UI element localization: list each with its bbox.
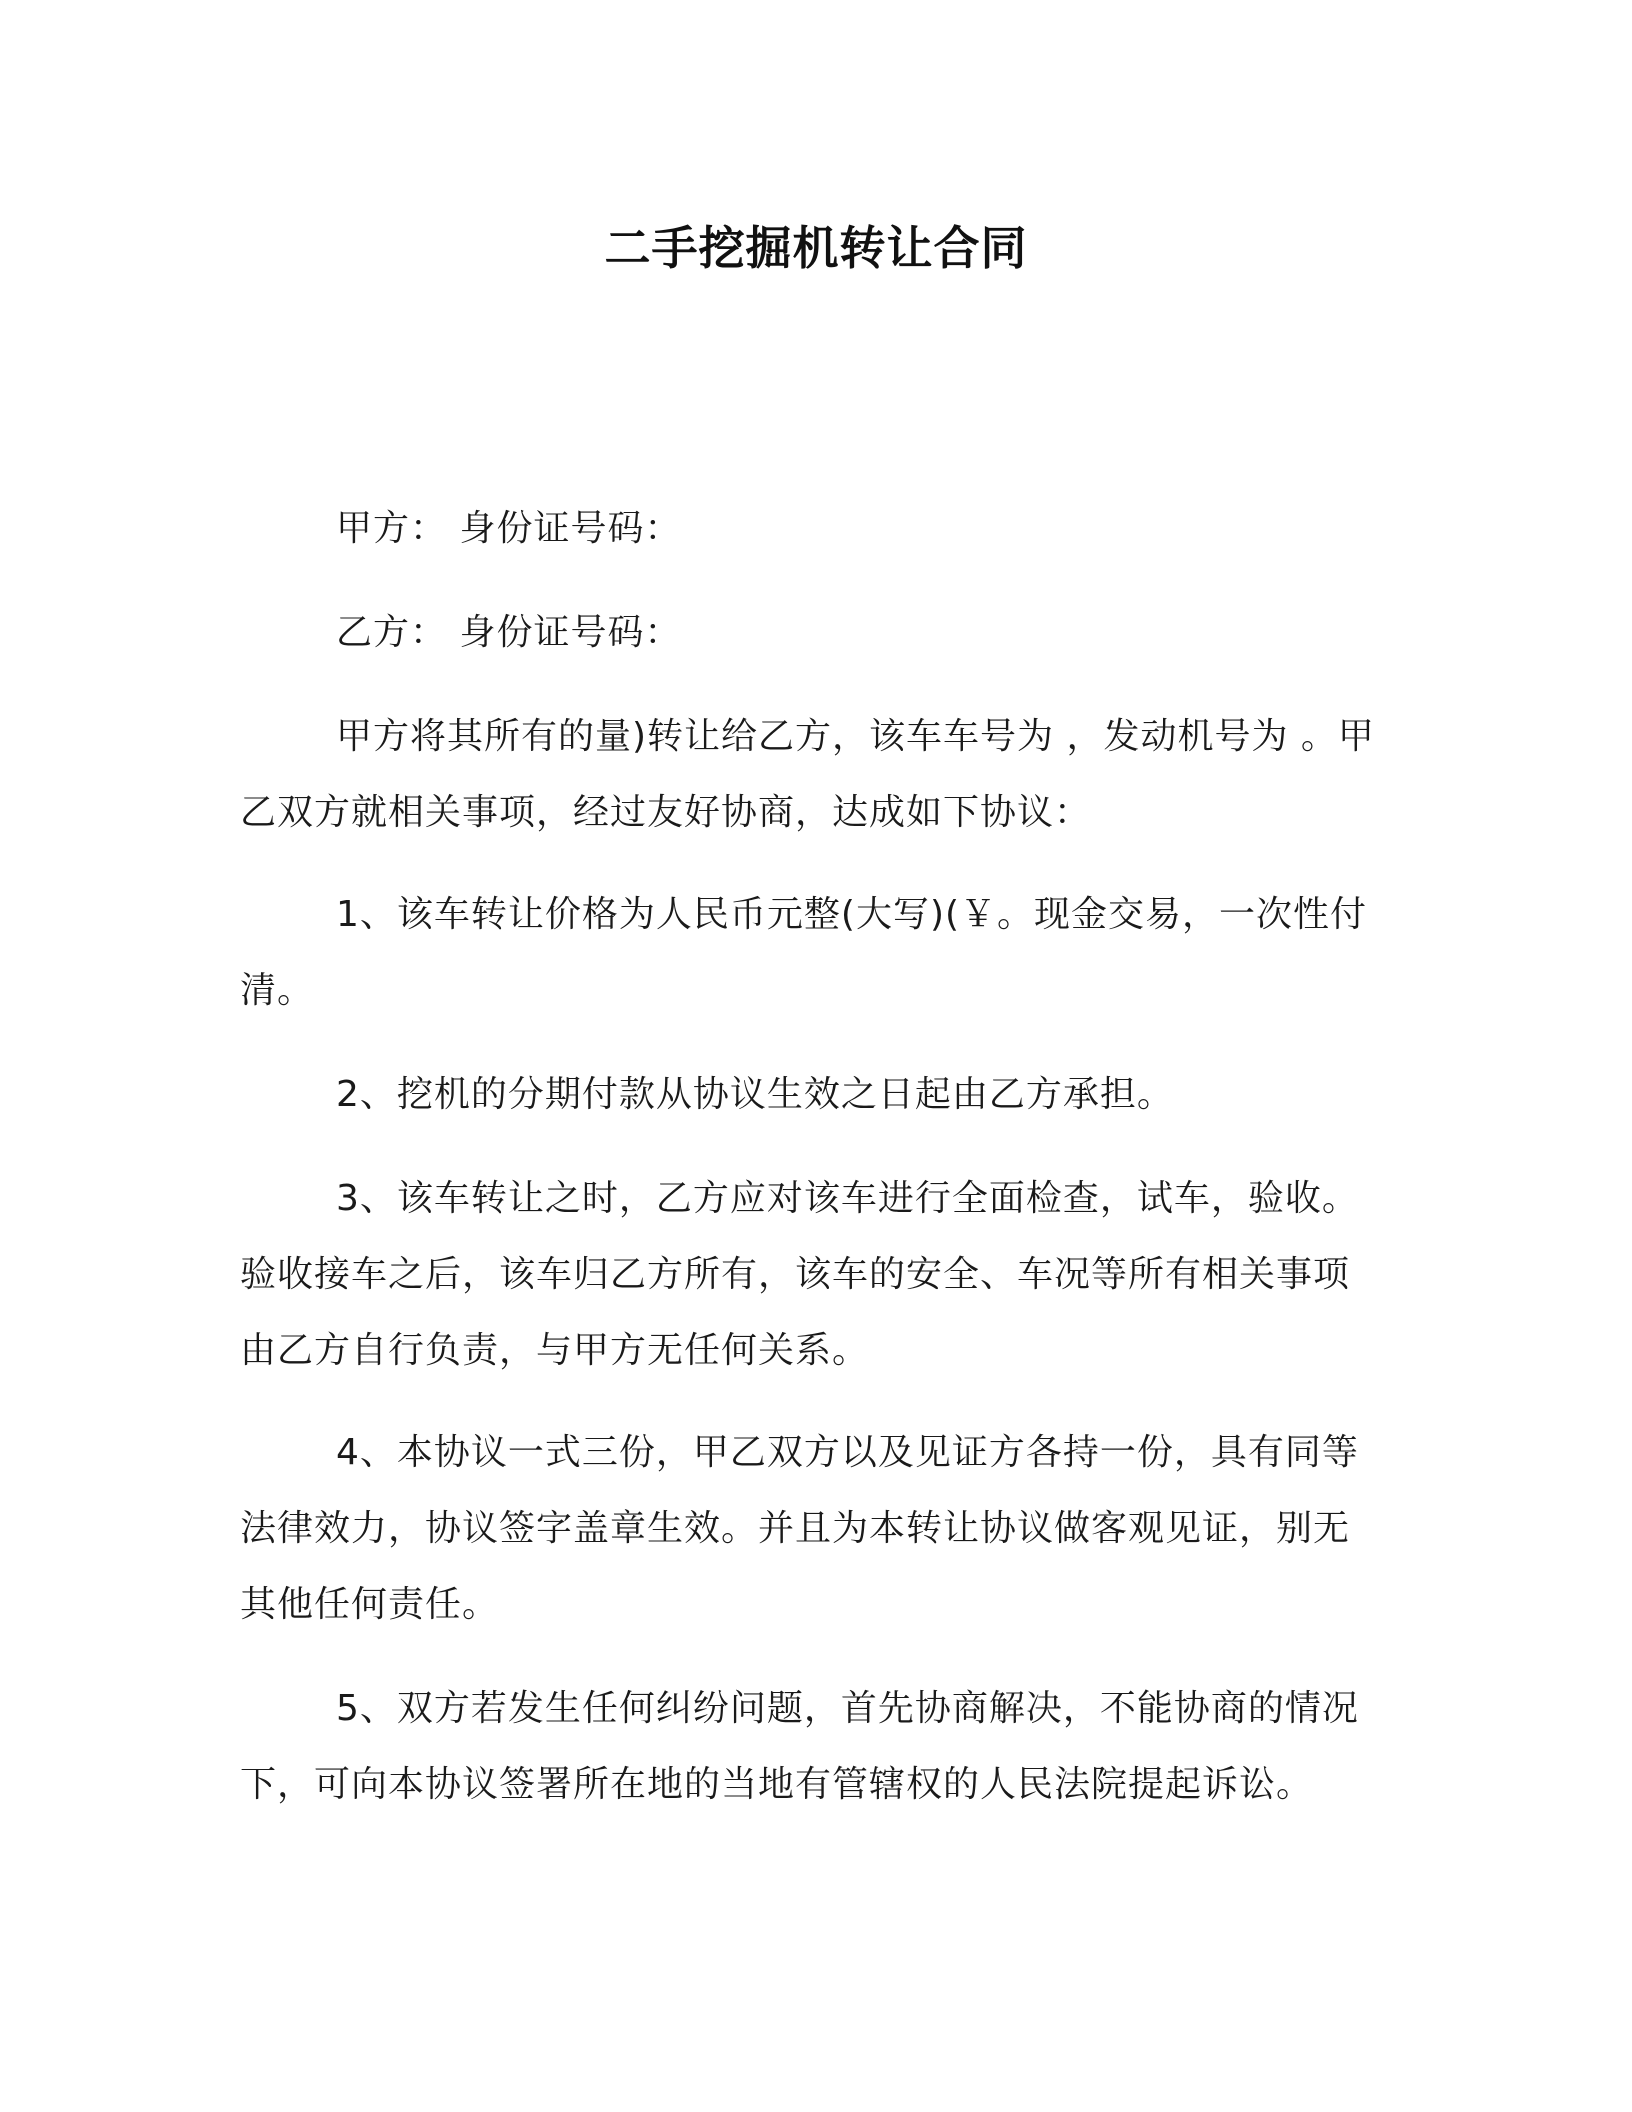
clause-2-line-1: 2、挖机的分期付款从协议生效之日起由乙方承担。 xyxy=(336,1074,1174,1115)
clause-4-line-2: 法律效力，协议签字盖章生效。并且为本转让协议做客观见证，别无 xyxy=(240,1508,1351,1549)
clause-3-line-3: 由乙方自行负责，与甲方无任何关系。 xyxy=(240,1330,870,1371)
clause-4-line-3: 其他任何责任。 xyxy=(240,1584,500,1625)
clause-5-line-1: 5、双方若发生任何纠纷问题，首先协商解决，不能协商的情况 xyxy=(336,1688,1359,1729)
clause-1-line-1: 1、该车转让价格为人民币元整(大写)(￥。现金交易，一次性付 xyxy=(336,894,1368,935)
party-b-line: 乙方： 身份证号码： xyxy=(336,612,682,653)
clause-4-line-1: 4、本协议一式三份，甲乙双方以及见证方各持一份，具有同等 xyxy=(336,1432,1359,1473)
clause-3-line-1: 3、该车转让之时，乙方应对该车进行全面检查，试车，验收。 xyxy=(336,1178,1359,1219)
clause-5-line-2: 下，可向本协议签署所在地的当地有管辖权的人民法院提起诉讼。 xyxy=(240,1764,1314,1805)
document-title: 二手挖掘机转让合同 xyxy=(604,221,1028,275)
party-a-line: 甲方： 身份证号码： xyxy=(336,508,682,549)
intro-line-2: 乙双方就相关事项，经过友好协商，达成如下协议： xyxy=(240,792,1092,833)
clause-3-line-2: 验收接车之后，该车归乙方所有，该车的安全、车况等所有相关事项 xyxy=(240,1254,1351,1295)
clause-1-line-2: 清。 xyxy=(240,970,315,1011)
intro-line-1: 甲方将其所有的量)转让给乙方，该车车号为 ，发动机号为 。甲 xyxy=(336,716,1375,757)
